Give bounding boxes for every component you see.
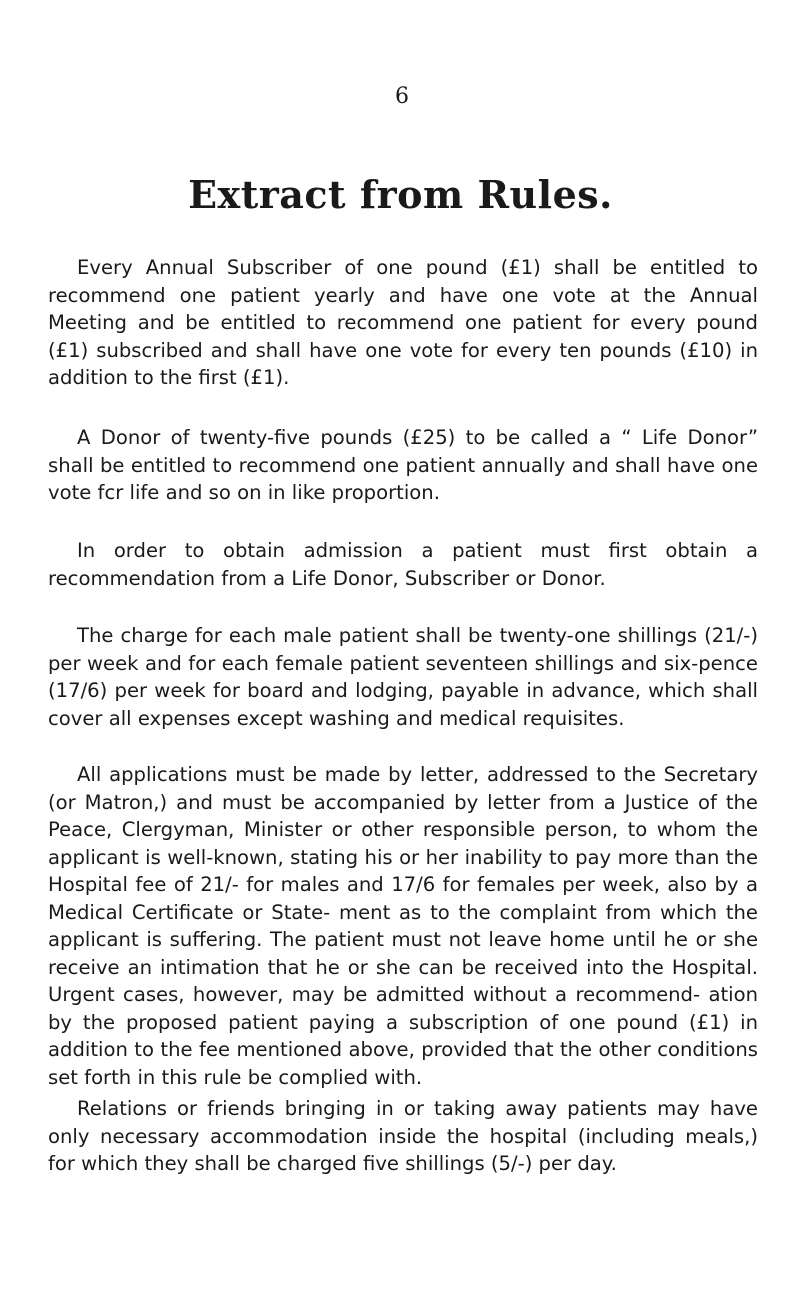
paragraph-text: A Donor of twenty-five pounds (£25) to be called a “ Life Donor” shall be entitled to recommend one patient annually and shall have one vote fcr life and so on in like proportion. [48,426,758,504]
rule-relations-visitors [48,1095,758,1178]
rule-patient-charges [48,622,758,732]
rule-applications [48,761,758,1091]
rule-annual-subscriber [48,254,758,392]
paragraph-text: Every Annual Subscriber of one pound (£1) shall be entitled to recommend one patient yearly and have one vote at the Annual Meeting and be entitled to recommend one patient for every pound (£1) subscribed and shall have one vote for every ten pounds (£10) in addition to the first (£1). [48,256,758,389]
page-number: 6 [395,84,409,109]
rule-life-donor [48,424,758,507]
rule-admission-recommendation [48,537,758,592]
paragraph-text: Relations or friends bringing in or taking away patients may have only necessary accommodation inside the hospital (including meals,) for which they shall be charged five shillings (5/-) per day. [48,1097,758,1175]
paragraph-text: All applications must be made by letter, addressed to the Secretary (or Matron,) and must be accompanied by letter from a Justice of the Peace, Clergyman, Minister or other responsible person, to whom the applicant is well-known, stating his or her inability to pay more than the Hospital fee of 21/- for males and 17/6 for females per week, also by a Medical Certificate or State- ment as to the complaint from which the applicant is suffering. The patient must not leave home until he or she receive an intimation that he or she can be received into the Hospital. Urgent cases, however, may be admitted without a recommend- ation by the proposed patient paying a subscription of one pound (£1) in addition to the fee mentioned above, provided that the other conditions set forth in this rule be complied with. [48,763,758,1089]
paragraph-text: In order to obtain admission a patient must first obtain a recommendation from a Life Donor, Subscriber or Donor. [48,539,758,590]
page-title: Extract from Rules. [188,172,613,217]
paragraph-text: The charge for each male patient shall be twenty-one shillings (21/-) per week and for each female patient seventeen shillings and six-pence (17/6) per week for board and lodging, payable in advance, which shall cover all expenses except washing and medical requisites. [48,624,758,730]
